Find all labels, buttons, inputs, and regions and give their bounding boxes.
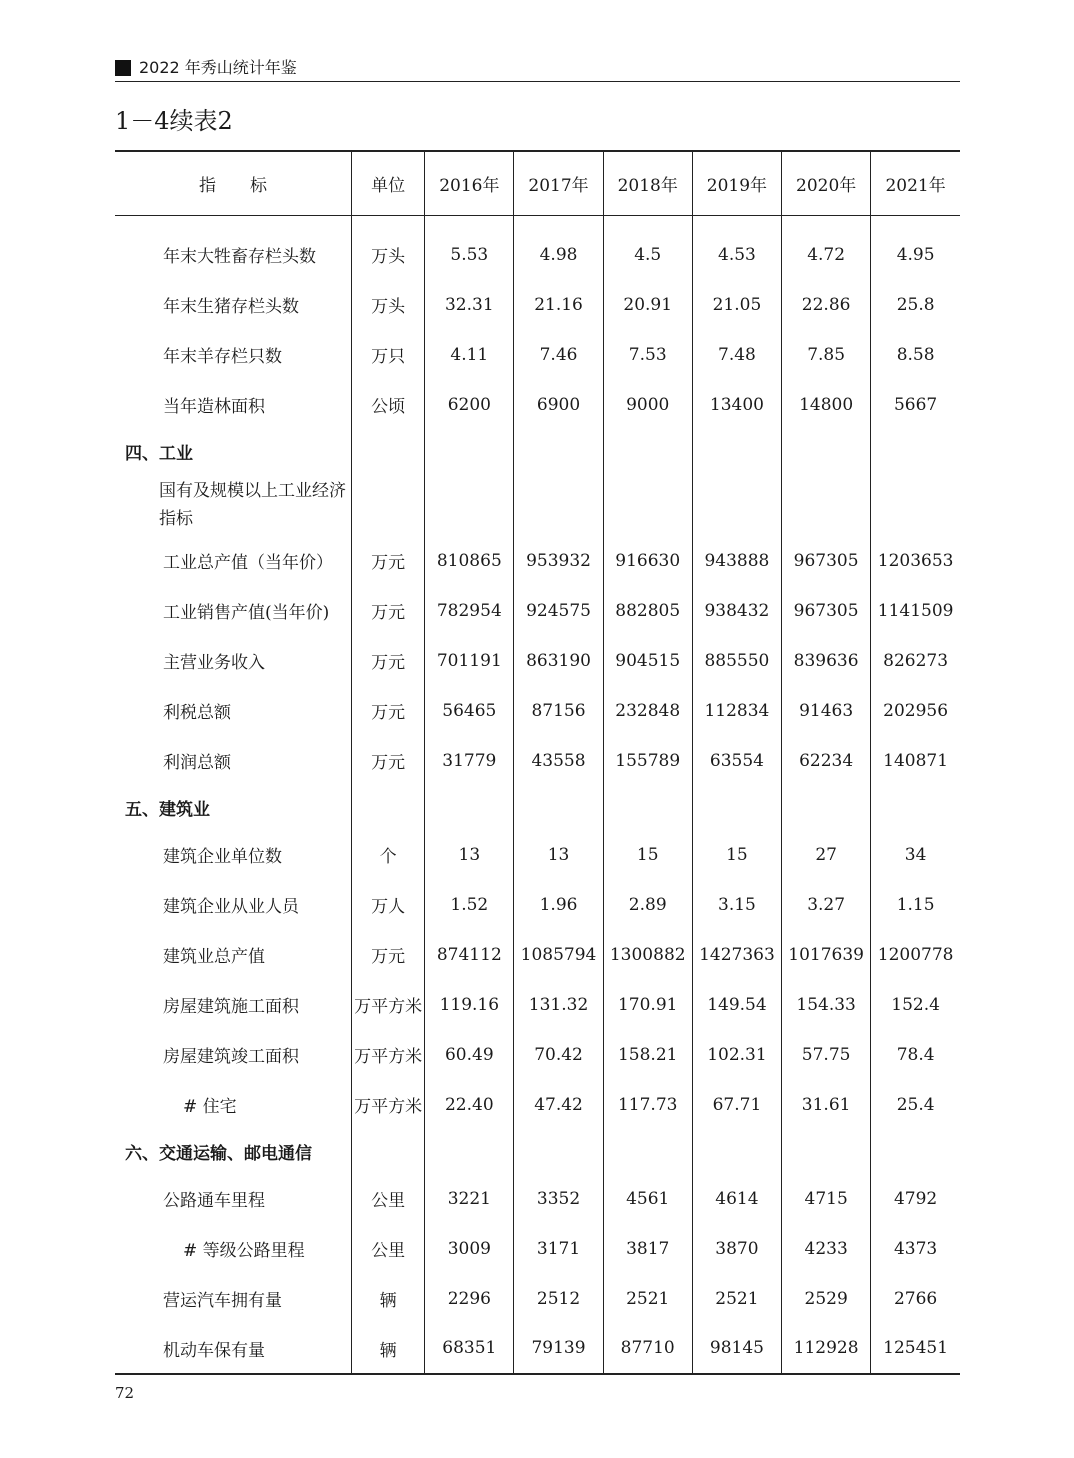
value-cell: 117.73 <box>603 1080 692 1130</box>
value-cell: 2512 <box>514 1274 603 1324</box>
value-cell: 967305 <box>782 536 871 586</box>
indicator-cell: 房屋建筑竣工面积 <box>163 1047 299 1067</box>
unit-cell: 万头 <box>352 230 425 280</box>
value-cell: 170.91 <box>603 980 692 1030</box>
running-header <box>115 56 960 82</box>
indicator-cell: 利税总额 <box>163 703 231 723</box>
value-cell: 8.58 <box>871 330 960 380</box>
book-title: 2022 年秀山统计年鉴 <box>139 58 297 77</box>
indicator-cell: 房屋建筑施工面积 <box>163 997 299 1017</box>
value-cell: 1.96 <box>514 880 603 930</box>
value-cell: 839636 <box>782 636 871 686</box>
value-cell: 938432 <box>692 586 781 636</box>
table-spacer-row <box>115 215 960 230</box>
value-cell: 1427363 <box>692 930 781 980</box>
column-header: 指 标 <box>115 151 352 215</box>
table-title: 1－4续表2 <box>115 107 233 135</box>
value-cell: 6200 <box>425 380 514 430</box>
value-cell: 943888 <box>692 536 781 586</box>
value-cell: 63554 <box>692 736 781 786</box>
section-row <box>115 430 960 474</box>
indicator-cell: 年末生猪存栏头数 <box>163 297 299 317</box>
indicator-cell: 年末羊存栏只数 <box>163 347 282 367</box>
value-cell: 87156 <box>514 686 603 736</box>
table-row <box>115 330 960 380</box>
value-cell <box>425 474 514 536</box>
indicator-cell: 工业销售产值(当年价) <box>163 603 330 623</box>
value-cell: 68351 <box>425 1324 514 1374</box>
value-cell: 810865 <box>425 536 514 586</box>
value-cell: 78.4 <box>871 1030 960 1080</box>
table-row <box>115 536 960 586</box>
value-cell <box>782 1130 871 1174</box>
value-cell: 154.33 <box>782 980 871 1030</box>
unit-cell: 万平方米 <box>352 1080 425 1130</box>
value-cell <box>514 430 603 474</box>
value-cell: 60.49 <box>425 1030 514 1080</box>
value-cell: 27 <box>782 830 871 880</box>
value-cell: 32.31 <box>425 280 514 330</box>
unit-cell: 辆 <box>352 1324 425 1374</box>
value-cell: 4.72 <box>782 230 871 280</box>
value-cell <box>425 430 514 474</box>
value-cell: 125451 <box>871 1324 960 1374</box>
value-cell: 3.15 <box>692 880 781 930</box>
value-cell: 5667 <box>871 380 960 430</box>
value-cell: 6900 <box>514 380 603 430</box>
statistics-table-container <box>115 150 960 1375</box>
section-heading: 六、交通运输、邮电通信 <box>125 1144 312 1164</box>
value-cell: 916630 <box>603 536 692 586</box>
value-cell <box>871 430 960 474</box>
indicator-cell: 利润总额 <box>163 753 231 773</box>
unit-cell: 万元 <box>352 930 425 980</box>
value-cell: 149.54 <box>692 980 781 1030</box>
value-cell: 4373 <box>871 1224 960 1274</box>
value-cell: 863190 <box>514 636 603 686</box>
table-row <box>115 830 960 880</box>
unit-cell: 万平方米 <box>352 980 425 1030</box>
statistics-table <box>115 150 960 1375</box>
unit-cell <box>352 786 425 830</box>
value-cell: 79139 <box>514 1324 603 1374</box>
value-cell: 15 <box>603 830 692 880</box>
value-cell: 4561 <box>603 1174 692 1224</box>
value-cell: 70.42 <box>514 1030 603 1080</box>
value-cell: 874112 <box>425 930 514 980</box>
value-cell: 1017639 <box>782 930 871 980</box>
value-cell: 5.53 <box>425 230 514 280</box>
table-row <box>115 586 960 636</box>
value-cell <box>603 430 692 474</box>
indicator-cell: 建筑企业单位数 <box>163 847 282 867</box>
value-cell: 3009 <box>425 1224 514 1274</box>
unit-cell <box>352 1130 425 1174</box>
unit-cell: 公里 <box>352 1224 425 1274</box>
header-square-mark <box>115 60 131 76</box>
unit-cell: 万平方米 <box>352 1030 425 1080</box>
value-cell: 3221 <box>425 1174 514 1224</box>
value-cell: 112834 <box>692 686 781 736</box>
unit-cell: 公里 <box>352 1174 425 1224</box>
value-cell: 155789 <box>603 736 692 786</box>
value-cell: 2521 <box>603 1274 692 1324</box>
value-cell: 882805 <box>603 586 692 636</box>
value-cell <box>692 430 781 474</box>
section-heading: 五、建筑业 <box>125 800 210 820</box>
value-cell: 14800 <box>782 380 871 430</box>
table-row <box>115 230 960 280</box>
table-row <box>115 1324 960 1374</box>
value-cell <box>603 474 692 536</box>
value-cell: 2766 <box>871 1274 960 1324</box>
value-cell: 202956 <box>871 686 960 736</box>
value-cell: 9000 <box>603 380 692 430</box>
section-row <box>115 1130 960 1174</box>
indicator-cell: 当年造林面积 <box>163 397 265 417</box>
value-cell: 3352 <box>514 1174 603 1224</box>
value-cell: 3870 <box>692 1224 781 1274</box>
indicator-cell: 营运汽车拥有量 <box>163 1291 282 1311</box>
indicator-cell: 建筑企业从业人员 <box>163 897 299 917</box>
value-cell: 13 <box>514 830 603 880</box>
table-row <box>115 686 960 736</box>
value-cell: 3171 <box>514 1224 603 1274</box>
value-cell: 826273 <box>871 636 960 686</box>
table-row <box>115 1080 960 1130</box>
value-cell: 2.89 <box>603 880 692 930</box>
table-row <box>115 930 960 980</box>
value-cell <box>871 1130 960 1174</box>
value-cell: 67.71 <box>692 1080 781 1130</box>
value-cell: 7.53 <box>603 330 692 380</box>
group-label: 国有及规模以上工业经济指标 <box>159 480 346 529</box>
value-cell <box>782 474 871 536</box>
value-cell: 25.4 <box>871 1080 960 1130</box>
value-cell: 25.8 <box>871 280 960 330</box>
value-cell: 2296 <box>425 1274 514 1324</box>
column-header: 单位 <box>352 151 425 215</box>
section-heading: 四、工业 <box>125 444 193 464</box>
value-cell: 22.40 <box>425 1080 514 1130</box>
value-cell: 57.75 <box>782 1030 871 1080</box>
value-cell: 924575 <box>514 586 603 636</box>
column-header: 2021年 <box>871 151 960 215</box>
value-cell: 158.21 <box>603 1030 692 1080</box>
header-rule <box>115 81 960 82</box>
value-cell <box>871 786 960 830</box>
unit-cell: 辆 <box>352 1274 425 1324</box>
value-cell: 2529 <box>782 1274 871 1324</box>
value-cell: 31.61 <box>782 1080 871 1130</box>
value-cell: 967305 <box>782 586 871 636</box>
unit-cell: 公顷 <box>352 380 425 430</box>
unit-cell: 万元 <box>352 636 425 686</box>
value-cell <box>514 786 603 830</box>
indicator-cell: 工业总产值（当年价） <box>163 553 333 573</box>
table-row <box>115 736 960 786</box>
value-cell: 1085794 <box>514 930 603 980</box>
value-cell: 31779 <box>425 736 514 786</box>
value-cell: 3.27 <box>782 880 871 930</box>
value-cell: 701191 <box>425 636 514 686</box>
unit-cell: 万元 <box>352 736 425 786</box>
table-row <box>115 1274 960 1324</box>
value-cell <box>871 474 960 536</box>
table-row <box>115 380 960 430</box>
group-row <box>115 474 960 536</box>
table-row <box>115 1174 960 1224</box>
value-cell: 904515 <box>603 636 692 686</box>
value-cell: 112928 <box>782 1324 871 1374</box>
table-row <box>115 880 960 930</box>
table-row <box>115 1224 960 1274</box>
value-cell <box>782 786 871 830</box>
value-cell: 62234 <box>782 736 871 786</box>
value-cell: 1300882 <box>603 930 692 980</box>
value-cell: 4715 <box>782 1174 871 1224</box>
value-cell: 4.95 <box>871 230 960 280</box>
value-cell: 1203653 <box>871 536 960 586</box>
value-cell <box>514 1130 603 1174</box>
value-cell: 1141509 <box>871 586 960 636</box>
value-cell: 131.32 <box>514 980 603 1030</box>
value-cell: 152.4 <box>871 980 960 1030</box>
value-cell: 47.42 <box>514 1080 603 1130</box>
value-cell: 4.98 <box>514 230 603 280</box>
column-header: 2017年 <box>514 151 603 215</box>
value-cell: 21.16 <box>514 280 603 330</box>
value-cell: 232848 <box>603 686 692 736</box>
value-cell: 7.85 <box>782 330 871 380</box>
value-cell <box>425 1130 514 1174</box>
value-cell: 34 <box>871 830 960 880</box>
unit-cell: 万元 <box>352 586 425 636</box>
table-row <box>115 980 960 1030</box>
value-cell: 15 <box>692 830 781 880</box>
value-cell: 4.5 <box>603 230 692 280</box>
unit-cell <box>352 430 425 474</box>
unit-cell: 万人 <box>352 880 425 930</box>
column-header: 2018年 <box>603 151 692 215</box>
indicator-cell: 公路通车里程 <box>163 1191 265 1211</box>
value-cell: 56465 <box>425 686 514 736</box>
value-cell: 119.16 <box>425 980 514 1030</box>
table-body <box>115 215 960 1374</box>
unit-cell <box>352 474 425 536</box>
value-cell: 13 <box>425 830 514 880</box>
column-header: 2016年 <box>425 151 514 215</box>
table-header-row <box>115 151 960 215</box>
value-cell: 2521 <box>692 1274 781 1324</box>
column-header: 2019年 <box>692 151 781 215</box>
table-row <box>115 1030 960 1080</box>
value-cell: 3817 <box>603 1224 692 1274</box>
page-number: 72 <box>115 1384 135 1402</box>
value-cell: 4233 <box>782 1224 871 1274</box>
indicator-cell: 建筑业总产值 <box>163 947 265 967</box>
value-cell: 43558 <box>514 736 603 786</box>
value-cell <box>782 430 871 474</box>
value-cell: 885550 <box>692 636 781 686</box>
table-row <box>115 636 960 686</box>
unit-cell: 万头 <box>352 280 425 330</box>
unit-cell: 万只 <box>352 330 425 380</box>
value-cell: 7.46 <box>514 330 603 380</box>
value-cell: 1.52 <box>425 880 514 930</box>
value-cell: 13400 <box>692 380 781 430</box>
value-cell <box>692 474 781 536</box>
unit-cell: 万元 <box>352 686 425 736</box>
unit-cell: 个 <box>352 830 425 880</box>
value-cell <box>603 1130 692 1174</box>
indicator-cell: # 等级公路里程 <box>183 1241 305 1261</box>
unit-cell: 万元 <box>352 536 425 586</box>
value-cell: 21.05 <box>692 280 781 330</box>
value-cell: 1200778 <box>871 930 960 980</box>
indicator-cell: # 住宅 <box>183 1097 237 1117</box>
value-cell: 102.31 <box>692 1030 781 1080</box>
value-cell: 98145 <box>692 1324 781 1374</box>
value-cell <box>603 786 692 830</box>
column-header: 2020年 <box>782 151 871 215</box>
value-cell: 782954 <box>425 586 514 636</box>
value-cell: 4.53 <box>692 230 781 280</box>
value-cell: 4792 <box>871 1174 960 1224</box>
table-row <box>115 280 960 330</box>
value-cell <box>514 474 603 536</box>
value-cell: 953932 <box>514 536 603 586</box>
value-cell: 91463 <box>782 686 871 736</box>
value-cell: 22.86 <box>782 280 871 330</box>
indicator-cell: 主营业务收入 <box>163 653 265 673</box>
value-cell: 7.48 <box>692 330 781 380</box>
section-row <box>115 786 960 830</box>
indicator-cell: 机动车保有量 <box>115 1324 352 1374</box>
value-cell <box>692 1130 781 1174</box>
value-cell <box>425 786 514 830</box>
value-cell: 4.11 <box>425 330 514 380</box>
value-cell <box>692 786 781 830</box>
value-cell: 140871 <box>871 736 960 786</box>
indicator-cell: 年末大牲畜存栏头数 <box>163 247 316 267</box>
value-cell: 87710 <box>603 1324 692 1374</box>
value-cell: 1.15 <box>871 880 960 930</box>
value-cell: 20.91 <box>603 280 692 330</box>
value-cell: 4614 <box>692 1174 781 1224</box>
